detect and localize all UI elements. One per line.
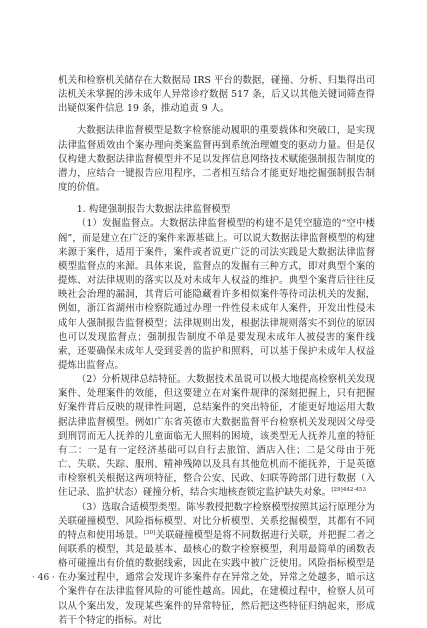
- paragraph-model-types: [58, 501, 375, 628]
- page-body: [58, 74, 375, 628]
- paragraph-model-role: 大数据法律监督模型是数字检察能动履职的重要载体和突破口，是实现法律监督质效由个案办理向类案监督再到系统治理嬗变的驱动力量。但是仅仅构建大数据法律监督模型并不足以发挥信息网络技术赋能强制报告制度的潜力，应结合一键报告应用程序，二者相互结合才能更好地挖掘强制报告制度的价值。: [58, 125, 375, 194]
- paragraph-text: （2）分析规律总结特征。大数据技术虽说可以极大地提高检察机关发现案件、处理案件的效能，但这要建立在对案件规律的深刻把握上，只有把握好案件背后反映的规律性问题，总结案件的突出特征，才能更好地运用大数据法律监督模型。例如广东省英德市大数据监督平台检察机关发现因父母受到刑罚而无人抚养的儿童面临无人照料的困境，该类型无人抚养儿童的特征有二：一是有一定经济基础可以自行去旅馆、酒店入住；二是父母由于死亡、失联、失踪、服刑、精神残障以及具有其他危机而不能抚养，于是英德市检察机关根据这两项特征，整合公安、民政、妇联等跨部门进行数据（入住记录、监护状态）碰撞分析，结合实地核查锁定监护缺失对象。: [58, 374, 375, 499]
- paragraph-supervision-points: （1）发掘监督点。大数据法律监督模型的构建不是凭空臆造的“空中楼阁”，而是建立在广泛的案件来源基础上。可以说大数据法律监督模型的构建来源于案件，适用于案件，案件或者说更广泛的司法实践是大数据法律监督模型监督点的来源。具体来说，监督点的发掘有三种方式，即对典型个案的提炼、对法律规则的落实以及对未成年人权益的维护。典型个案背后往往反映社会治理的漏洞，其背后可能隐藏着许多相似案件等待司法机关的发掘，例如，浙江省湖州市检察院通过办理一件性侵未成年人案件，开发出性侵未成年人强制报告监督模型；法律规则出发，根据法律规则落实不到位的原因也可以发现监督点；强制报告制度不单是要发现未成年人被侵害的案件线索，还要确保未成年人受到妥善的监护和照料，可以基于保护未成年人权益提炼出监督点。: [58, 218, 375, 371]
- citation-30: [30]: [143, 529, 156, 536]
- paragraph-analyze-patterns: [58, 373, 375, 500]
- paragraph-text: （3）选取合适模型类型。陈岑教授把数字检察模型按照其运行原理分为关联碰撞模型、风险指标模型、对比分析模型、关系挖掘模型，其都有不同的特点和使用场景。: [58, 501, 375, 541]
- citation-29: [29]442-453: [331, 487, 367, 494]
- paragraph-text-continued: 关联碰撞模型是将不同数据进行关联，并把握二者之间联系的模型，其是最基本、最核心的数字检察模型，利用最简单的函数表格可碰撞出有价值的数据线索，因此在实践中被广泛使用。风险指标模型是在办案过程中，通常会发现许多案件存在异常之处，异常之处越多，暗示这个案件存在法律监督风险的可能性越高。因此，在建模过程中，检察人员可以从个案出发，发现某些案件的异常特征，然后把这些特征归纳起来，形成若干个特定的指标。对比: [58, 529, 375, 626]
- section-heading: 1. 构建强制报告大数据法律监督模型: [76, 204, 231, 216]
- paragraph-intro-continued: 机关和检察机关储存在大数据局 IRS 平台的数据，碰撞、分析、归集得出司法机关未掌握的涉未成年人异常诊疗数据 517 条，后又以其他关键词筛查得出疑似案件信息 19 条，推动追责 9 人。: [58, 75, 375, 115]
- page-number: · 46 ·: [32, 573, 55, 583]
